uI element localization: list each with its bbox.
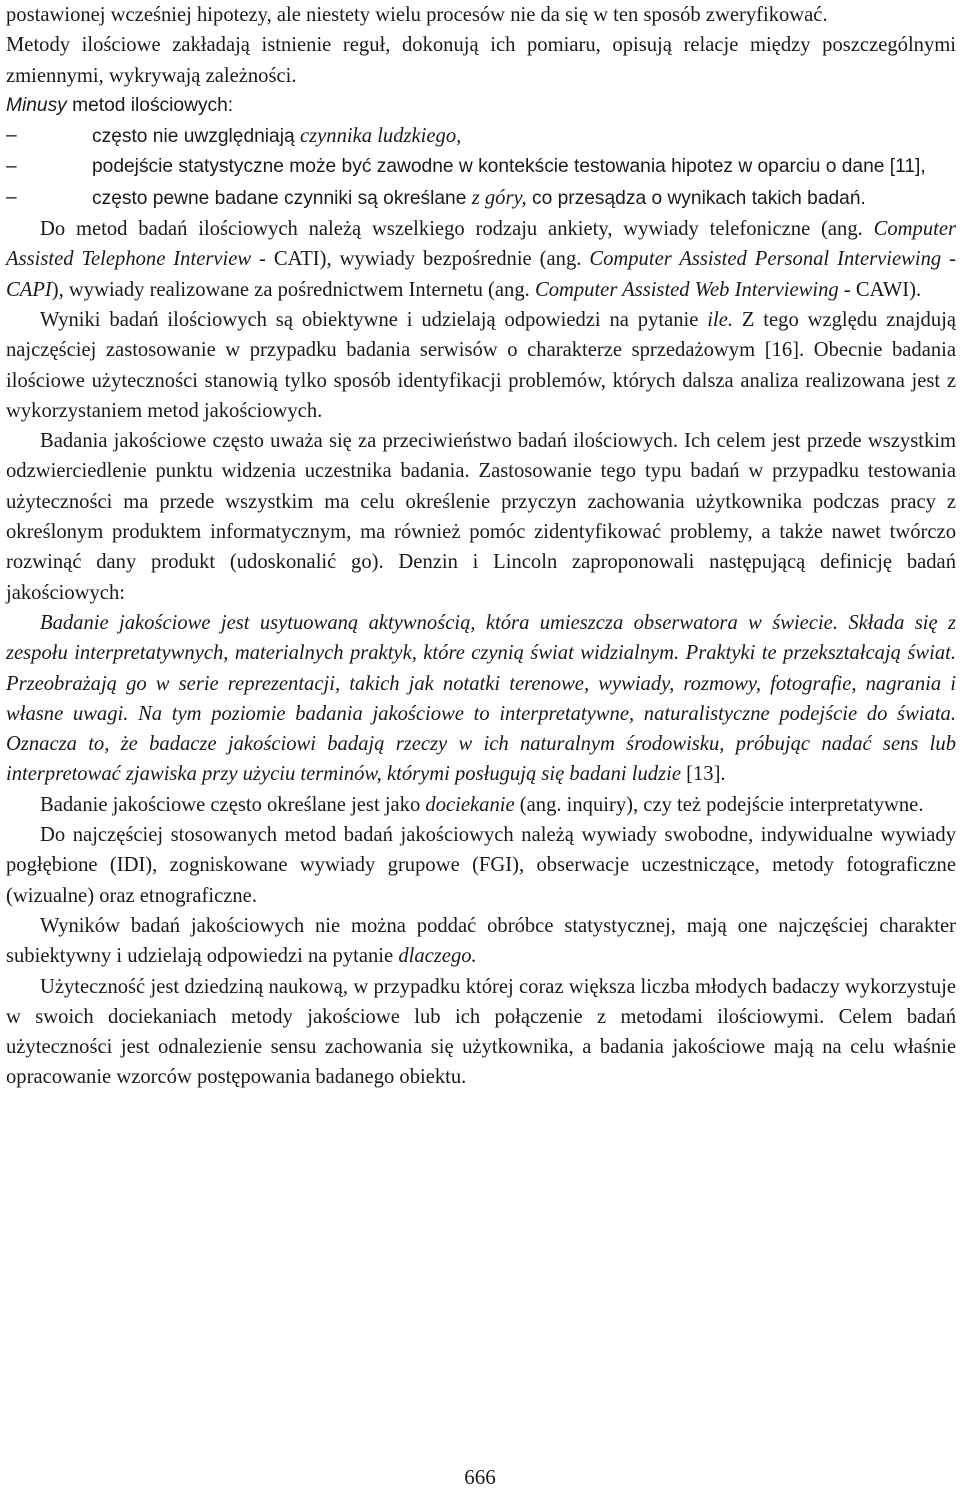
list-item: – często nie uwzględniają czynnika ludzkiego, (6, 121, 956, 152)
paragraph-qualitative-methods: Do najczęściej stosowanych metod badań jakościowych należą wywiady swobodne, indywidualne wywiady pogłębione (IDI), zogniskowane wywiady grupowe (FGI), obserwacje uczestniczące, metody fotograficzne (wizualne) oraz etnograficzne. (6, 824, 956, 907)
paragraph-qualitative-results: Wyników badań jakościowych nie można poddać obróbce statystycznej, mają one najczęściej charakter subiektywny i udzielają odpowiedzi na pytanie dlaczego. (6, 914, 956, 968)
paragraph-hypothesis-end: postawionej wcześniej hipotezy, ale niestety wielu procesów nie da się w ten sposób zweryfikować. (6, 4, 828, 26)
dash-bullet: – (6, 125, 17, 147)
paragraph-qualitative-research: Badania jakościowe często uważa się za przeciwieństwo badań ilościowych. Ich celem jest przede wszystkim odzwierciedlenie punktu widzenia uczestnika badania. Zastosowanie tego typu badań w przypadku testowania użyteczności ma przede wszystkim ma celu określenie przyczyn zachowania użytkownika podczas pracy z określonym produktem informatycznym, ma również pomóc zidentyfikować problemy, a także nawet twórczo rozwinąć dany produkt (udoskonalić go). Denzin i Lincoln zaproponowali następującą definicję badań jakościowych: (6, 430, 956, 604)
dash-bullet: – (6, 156, 17, 178)
list-item: – często pewne badane czynniki są określane z góry, co przesądza o wynikach takich badań. (6, 183, 956, 214)
document-page (6, 0, 956, 1093)
paragraph-inquiry: Badanie jakościowe często określane jest jako dociekanie (ang. inquiry), czy też podejście interpretatywne. (40, 793, 924, 816)
paragraph-quantitative-results: Wyniki badań ilościowych są obiektywne i udzielają odpowiedzi na pytanie ile. Z tego względu znajdują najczęściej zastosowanie w przypadku badania serwisów o charakterze sprzedażowym [16]. Obecnie badania ilościowe użyteczności stanowią tylko sposób identyfikacji problemów, których dalsza analiza realizowana jest z wykorzystaniem metod jakościowych. (6, 308, 957, 422)
paragraph-usability: Użyteczność jest dziedziną naukową, w przypadku której coraz większa liczba młodych badaczy wykorzystuje w swoich dociekaniach metody jakościowe lub ich połączenie z metodami ilościowymi. Celem badań użyteczności jest odnalezienie sensu zachowania się użytkownika, a badania jakościowe mają na celu właśnie opracowanie wzorców postępowania badanego obiektu. (6, 975, 956, 1089)
list-item: – podejście statystyczne może być zawodne w kontekście testowania hipotez w oparciu o dane [11], (6, 152, 956, 182)
paragraph-quantitative-methods: Metody ilościowe zakładają istnienie reguł, dokonują ich pomiaru, opisują relacje między poszczególnymi zmiennymi, wykrywają zależności. (6, 34, 956, 87)
quote-definition: Badanie jakościowe jest usytuowaną aktywnością, która umieszcza obserwatora w świecie. Składa się z zespołu interpretatywnych, materialnych praktyk, które czynią świat widzialnym. Praktyki te przekształcają świat. Przeobrażają go w serie reprezentacji, takich jak notatki terenowe, wywiady, rozmowy, fotografie, nagrania i własne uwagi. Na tym poziomie badania jakościowe to interpretatywne, naturalistyczne podejście do świata. Oznacza to, że badacze jakościowi badają rzeczy w ich naturalnym środowisku, próbując nadać sens lub interpretować zjawiska przy użyciu terminów, którymi posługują się badani ludzie [13]. (6, 611, 956, 786)
page-number: 666 (464, 1465, 496, 1489)
minusy-list (6, 121, 956, 214)
dash-bullet: – (6, 186, 17, 208)
paragraph-survey-methods: Do metod badań ilościowych należą wszelkiego rodzaju ankiety, wywiady telefoniczne (ang. Computer Assisted Telephone Interview - CATI), wywiady bezpośrednie (ang. Computer Assisted Personal Interviewing - CAPI), wywiady realizowane za pośrednictwem Internetu (ang. Computer Assisted Web Interviewing - CAWI). (6, 218, 957, 301)
minusy-heading: Minusy metod ilościowych: (6, 94, 234, 116)
